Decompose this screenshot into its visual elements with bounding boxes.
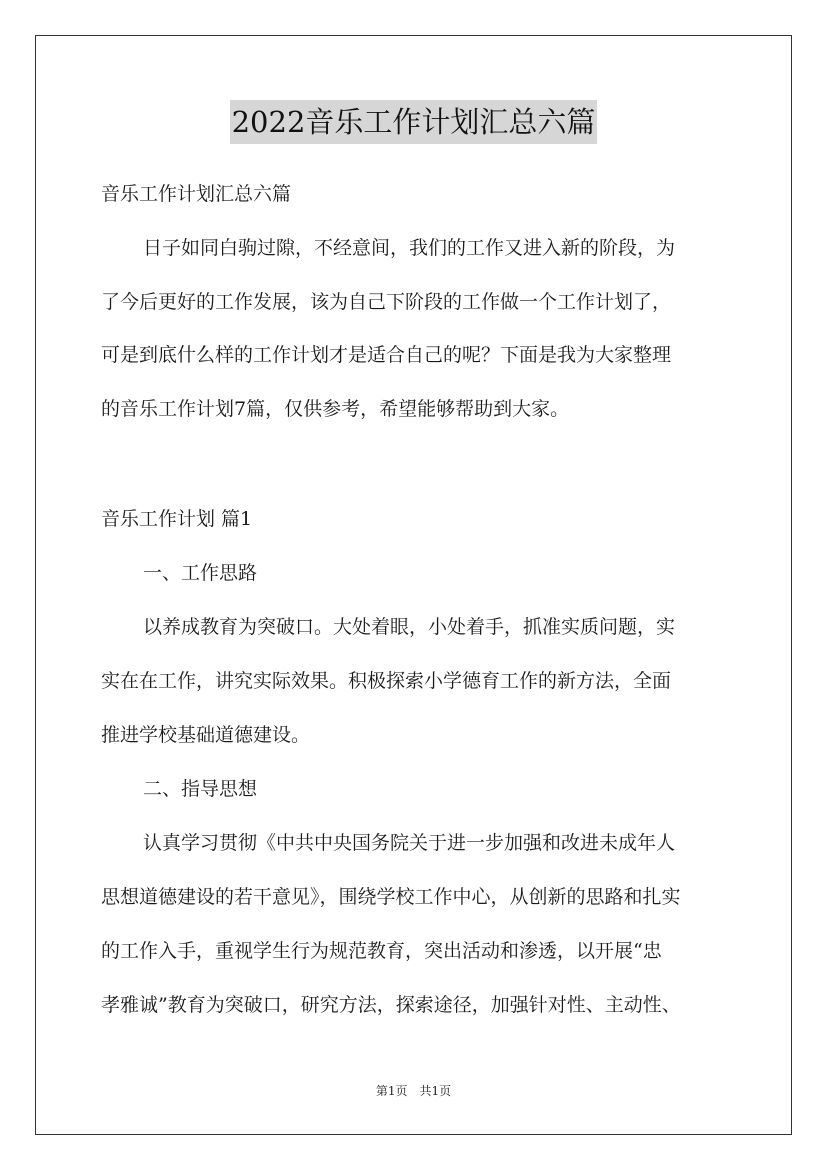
intro-line: 的音乐工作计划7篇，仅供参考，希望能够帮助到大家。	[101, 398, 570, 420]
page-number-footer: 第1页 共1页	[375, 1084, 452, 1098]
part-heading: 二、指导思想	[143, 778, 258, 800]
body-line: 以养成教育为突破口。大处着眼，小处着手，抓准实质问题，实	[143, 616, 676, 638]
body-line: 推进学校基础道德建设。	[101, 724, 311, 746]
intro-line: 可是到底什么样的工作计划才是适合自己的呢？下面是我为大家整理	[101, 344, 672, 366]
body-line: 思想道德建设的若干意见》，围绕学校工作中心，从创新的思路和扎实	[101, 886, 681, 908]
document-subtitle: 音乐工作计划汇总六篇	[101, 183, 292, 205]
body-line: 实在在工作，讲究实际效果。积极探索小学德育工作的新方法，全面	[101, 670, 672, 692]
intro-line: 了今后更好的工作发展，该为自己下阶段的工作做一个工作计划了，	[101, 291, 672, 313]
title-container	[0, 100, 827, 144]
body-line: 孝雅诚”教育为突破口，研究方法，探索途径，加强针对性、主动性、	[101, 994, 681, 1016]
body-line: 认真学习贯彻《中共中央国务院关于进一步加强和改进未成年人	[143, 832, 676, 854]
intro-line: 日子如同白驹过隙，不经意间，我们的工作又进入新的阶段，为	[143, 237, 676, 259]
part-heading: 一、工作思路	[143, 562, 258, 584]
body-line: 的工作入手，重视学生行为规范教育，突出活动和渗透，以开展“忠	[101, 940, 662, 962]
section-heading: 音乐工作计划 篇1	[101, 508, 253, 530]
document-title: 2022音乐工作计划汇总六篇	[230, 100, 598, 144]
